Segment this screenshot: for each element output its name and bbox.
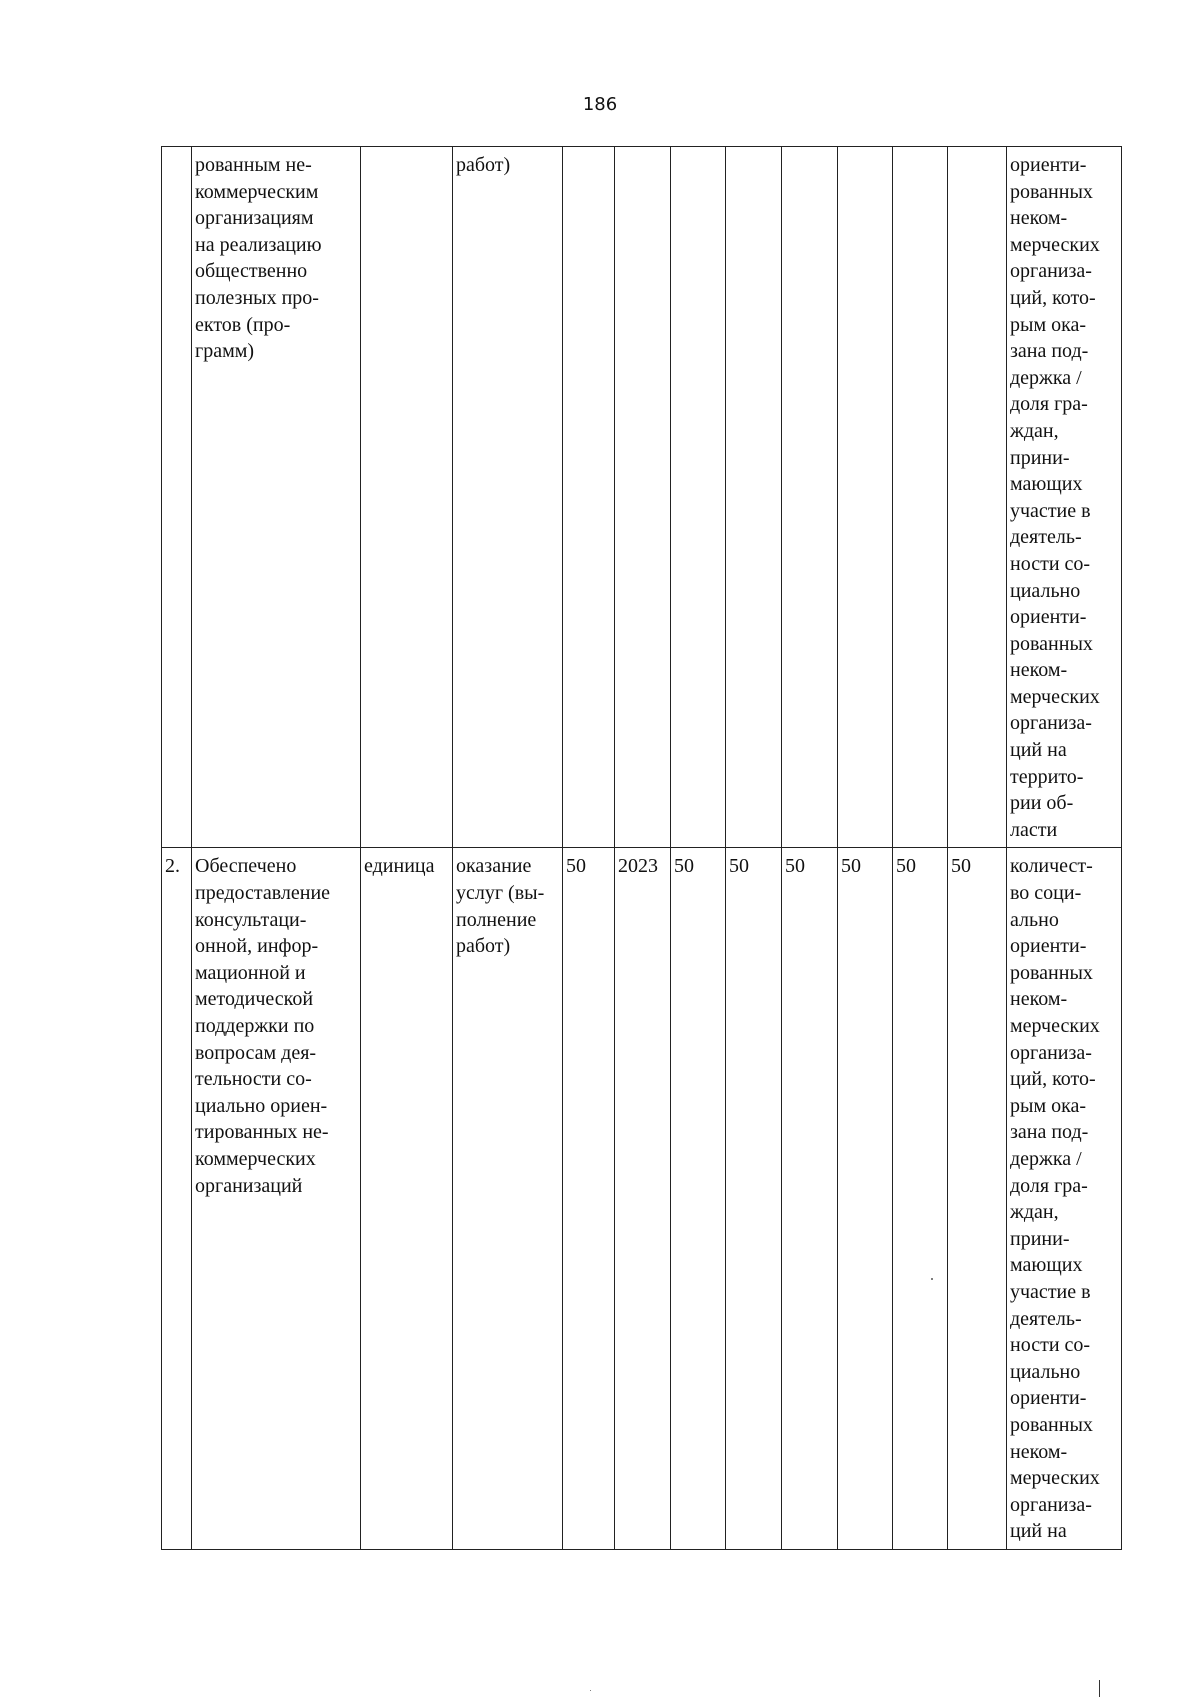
cell-value-6 <box>948 147 1007 848</box>
cell-event-name: Обеспечено предоставление консультаци- онной, инфор- мационной и методической поддержки по вопросам дея- тельности со- циально ориен- тированных не- коммерческих организаций <box>192 848 361 1549</box>
cell-base-value: 50 <box>563 848 615 1549</box>
cell-value-6: 50 <box>948 848 1007 1549</box>
cell-value-5: 50 <box>893 848 948 1549</box>
cell-value-1: 50 <box>671 848 726 1549</box>
cell-unit <box>361 147 453 848</box>
indicators-table <box>161 146 1122 1550</box>
scan-edge-mark <box>1099 1680 1100 1697</box>
cell-unit: единица <box>361 848 453 1549</box>
cell-base-year: 2023 <box>615 848 671 1549</box>
cell-number <box>162 147 192 848</box>
cell-value-5 <box>893 147 948 848</box>
page-number: 186 <box>582 94 618 115</box>
cell-value-3: 50 <box>782 848 838 1549</box>
cell-value-3 <box>782 147 838 848</box>
cell-indicator: ориенти- рованных неком- мерческих организа- ций, кото- рым ока- зана под- держка / доля гра- ждан, прини- мающих участие в деятель- ности со- циально ориенти- рованных неком- мерческих организа- ций на террито- рии об- ласти <box>1007 147 1122 848</box>
scan-speck <box>590 1690 591 1691</box>
cell-value-4: 50 <box>838 848 893 1549</box>
cell-value-1 <box>671 147 726 848</box>
cell-base-value <box>563 147 615 848</box>
cell-value-2: 50 <box>726 848 782 1549</box>
cell-value-4 <box>838 147 893 848</box>
cell-value-2 <box>726 147 782 848</box>
table-row <box>162 848 1122 1549</box>
cell-event-type: оказание услуг (вы- полнение работ) <box>453 848 563 1549</box>
cell-base-year <box>615 147 671 848</box>
cell-number: 2. <box>162 848 192 1549</box>
table-row <box>162 147 1122 848</box>
cell-event-name: рованным не- коммерческим организациям на реализацию общественно полезных про- ектов (про- грамм) <box>192 147 361 848</box>
scan-speck <box>931 1278 933 1280</box>
cell-indicator: количест- во соци- ально ориенти- рованных неком- мерческих организа- ций, кото- рым ока- зана под- держка / доля гра- ждан, прини- мающих участие в деятель- ности со- циально ориенти- рованных неком- мерческих организа- ций на <box>1007 848 1122 1549</box>
cell-event-type: работ) <box>453 147 563 848</box>
